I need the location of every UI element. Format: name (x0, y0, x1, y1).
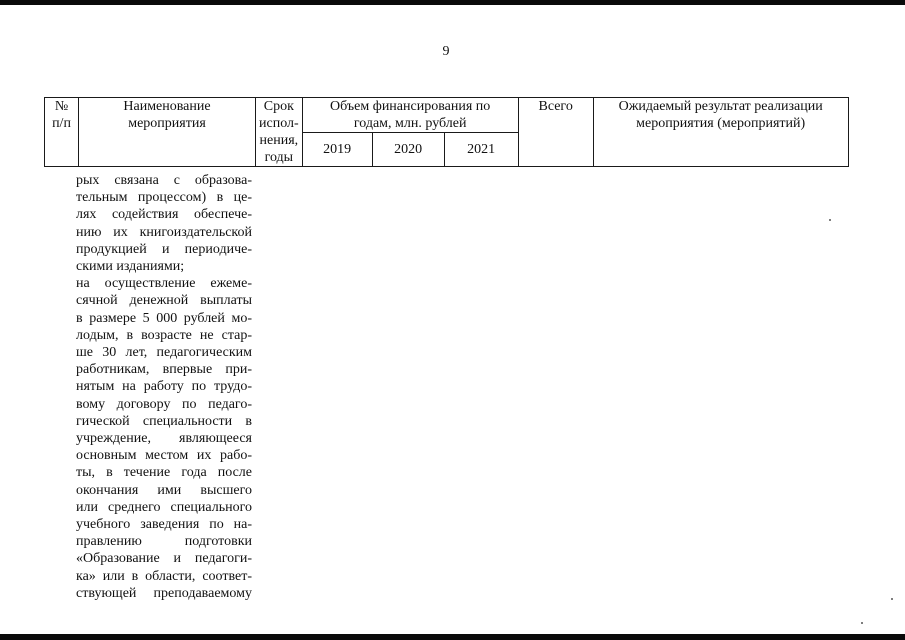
text-line: ка» или в области, соответ- (76, 568, 252, 584)
header-result-line: мероприятия (мероприятий) (636, 116, 806, 131)
text-line: продукцией и периодиче- (76, 241, 252, 257)
text-line: лодым, в возрасте не стар- (76, 327, 252, 343)
text-line: сячной денежной выплаты (76, 293, 252, 309)
text-line: правлению подготовки (76, 534, 252, 550)
header-financing (302, 98, 518, 133)
header-result (593, 98, 848, 167)
text-line: рых связана с образова- (76, 173, 252, 188)
header-result-line: Ожидаемый результат реализации (618, 99, 823, 114)
table-header (44, 97, 849, 167)
scan-speck (829, 219, 831, 221)
header-name-line: мероприятия (128, 116, 206, 131)
text-line: ты, в течение года после (76, 465, 252, 481)
text-line: гической специальности в (76, 413, 252, 429)
header-financing-line: годам, млн. рублей (353, 116, 467, 131)
text-line: нию их книгоиздательской (76, 224, 252, 240)
header-name-line: Наименование (123, 99, 211, 114)
header-term-line: Срок (263, 99, 294, 114)
text-line: учебного заведения по на- (76, 517, 252, 533)
text-line: лях содействия обеспече- (76, 207, 252, 223)
header-term (256, 98, 303, 167)
header-name (79, 98, 256, 167)
header-term-line: годы (264, 150, 294, 165)
text-line: работникам, впервые при- (76, 362, 252, 378)
header-term-line: испол- (259, 116, 299, 131)
text-line: скими изданиями; (76, 259, 185, 275)
header-year-2020: 2020 (372, 133, 444, 167)
text-line: основным местом их рабо- (76, 448, 252, 464)
text-line: «Образование и педагоги- (76, 551, 252, 567)
text-line: вому договору по педаго- (76, 396, 252, 412)
text-line: ше 30 лет, педагогическим (76, 345, 252, 361)
text-line: нятым на работу по трудо- (76, 379, 252, 395)
header-year-2019: 2019 (302, 133, 372, 167)
scan-bottom-edge (0, 634, 905, 640)
text-line: учреждение, являющееся (76, 431, 252, 447)
text-line: на осуществление ежеме- (76, 276, 252, 292)
scan-speck (861, 622, 863, 624)
text-line: в размере 5 000 рублей мо- (76, 310, 252, 326)
header-term-line: нения, (259, 133, 299, 148)
text-line: окончания ими высшего (76, 482, 252, 498)
header-num (45, 98, 79, 167)
header-total: Всего (518, 98, 593, 167)
header-num-line: п/п (52, 116, 71, 131)
text-line: или среднего специального (76, 499, 252, 515)
header-financing-line: Объем финансирования по (330, 99, 491, 114)
header-year-2021: 2021 (444, 133, 518, 167)
header-num-line: № (54, 99, 69, 114)
scan-top-edge (0, 0, 905, 5)
text-line: ствующей преподаваемому (76, 585, 252, 601)
measure-name-continuation (76, 172, 252, 602)
text-line: тельным процессом) в це- (76, 190, 252, 206)
scan-speck (891, 598, 893, 600)
page-number: 9 (442, 44, 450, 59)
